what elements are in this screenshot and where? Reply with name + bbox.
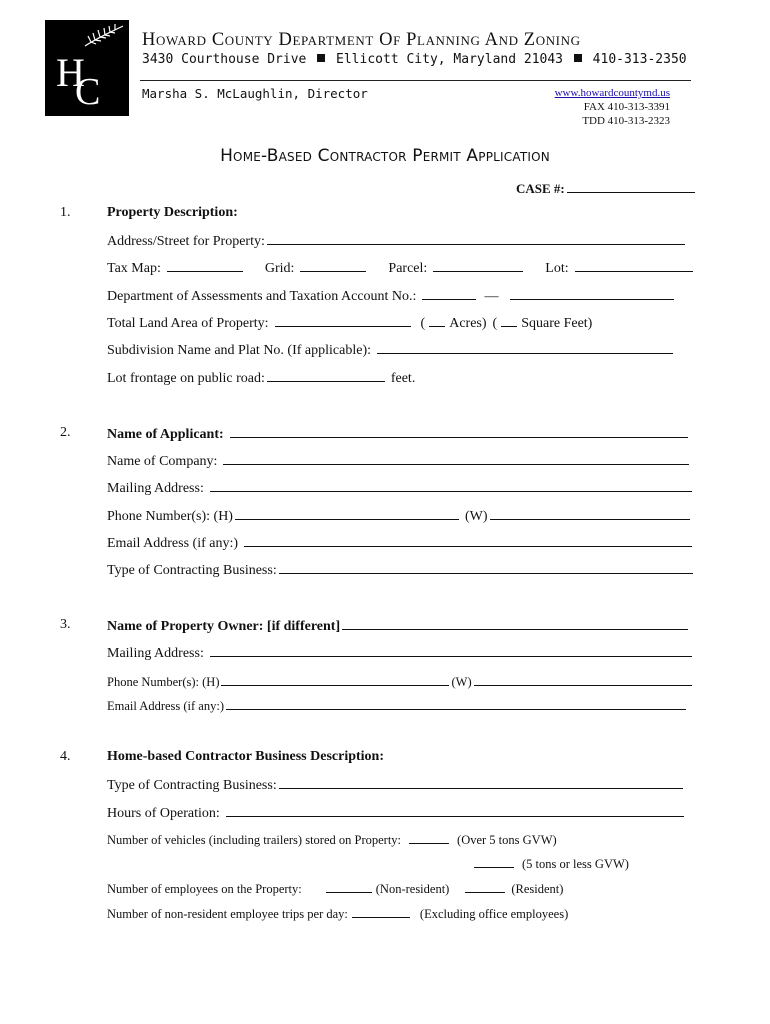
field-label: Number of non-resident employee trips per day: xyxy=(107,907,348,921)
non-resident-employees-field[interactable] xyxy=(326,880,372,893)
case-number-field[interactable] xyxy=(567,180,695,193)
account-field-2[interactable] xyxy=(510,287,674,300)
header-divider xyxy=(140,80,691,81)
county-logo xyxy=(45,20,129,116)
employees-row xyxy=(107,880,563,897)
field-label: (Resident) xyxy=(511,882,564,896)
tax-map-field[interactable] xyxy=(167,259,243,272)
business-type-field[interactable] xyxy=(279,776,683,789)
field-label: Parcel: xyxy=(388,261,428,276)
city-address: Ellicott City, Maryland 21043 xyxy=(336,52,564,67)
land-area-field[interactable] xyxy=(275,314,411,327)
section-heading: Home-based Contractor Business Description: xyxy=(107,749,385,764)
field-label: Email Address (if any:) xyxy=(107,699,224,713)
vehicles-row xyxy=(107,831,557,848)
field-label: Grid: xyxy=(264,261,295,276)
hours-field[interactable] xyxy=(226,804,684,817)
owner-mailing-row xyxy=(107,644,694,662)
tdd-number: TDD 410-313-2323 xyxy=(582,115,670,127)
property-address-row xyxy=(107,232,687,250)
frontage-row xyxy=(107,369,415,387)
section-heading: Name of Applicant: xyxy=(107,427,224,442)
owner-email-field[interactable] xyxy=(226,697,686,710)
square-feet-checkbox[interactable] xyxy=(501,314,517,327)
employee-trips-field[interactable] xyxy=(352,905,410,918)
field-label: (Non-resident) xyxy=(375,882,450,896)
subdivision-row xyxy=(107,341,675,359)
field-label: (W) xyxy=(451,675,472,689)
hours-row xyxy=(107,804,686,822)
section-number: 4. xyxy=(60,749,71,764)
bullet-square-icon xyxy=(317,54,325,62)
svg-text:H: H xyxy=(56,50,85,95)
director-name: Marsha S. McLaughlin, Director xyxy=(142,86,368,101)
field-label: ( xyxy=(420,316,426,331)
vehicles-under-5-tons-field[interactable] xyxy=(474,855,514,868)
owner-phone-row xyxy=(107,673,694,690)
applicant-phone-row xyxy=(107,507,692,525)
trips-row xyxy=(107,905,568,922)
grid-field[interactable] xyxy=(300,259,366,272)
applicant-name-field[interactable] xyxy=(230,425,688,438)
company-field[interactable] xyxy=(223,452,689,465)
company-row xyxy=(107,452,691,470)
field-separator: — xyxy=(484,289,499,304)
section-heading: Name of Property Owner: [if different] xyxy=(107,619,341,634)
applicant-business-type-field[interactable] xyxy=(279,561,693,574)
field-label: Total Land Area of Property: xyxy=(107,316,269,331)
frontage-field[interactable] xyxy=(267,369,385,382)
owner-name-field[interactable] xyxy=(342,617,688,630)
applicant-business-type-row xyxy=(107,561,695,579)
parcel-field[interactable] xyxy=(433,259,523,272)
tax-map-row xyxy=(107,259,695,277)
lot-field[interactable] xyxy=(575,259,693,272)
owner-email-row xyxy=(107,697,688,714)
svg-text:C: C xyxy=(75,71,101,113)
field-label: feet. xyxy=(390,371,416,386)
applicant-home-phone-field[interactable] xyxy=(235,507,459,520)
section-number: 2. xyxy=(60,425,71,440)
section-number: 3. xyxy=(60,617,71,632)
vehicles-over-5-tons-field[interactable] xyxy=(409,831,449,844)
field-label: (Excluding office employees) xyxy=(419,907,569,921)
field-label: Hours of Operation: xyxy=(107,806,220,821)
account-row xyxy=(107,287,676,305)
owner-home-phone-field[interactable] xyxy=(221,673,449,686)
case-label: CASE #: xyxy=(516,181,565,196)
field-label: Type of Contracting Business: xyxy=(107,778,277,793)
field-label: (5 tons or less GVW) xyxy=(522,857,629,871)
applicant-name-row xyxy=(107,425,690,443)
applicant-mailing-field[interactable] xyxy=(210,479,692,492)
contact-block xyxy=(555,86,670,128)
applicant-email-field[interactable] xyxy=(244,534,692,547)
field-label: Lot frontage on public road: xyxy=(107,371,265,386)
field-label: Number of vehicles (including trailers) stored on Property: xyxy=(107,833,402,847)
applicant-work-phone-field[interactable] xyxy=(490,507,690,520)
land-area-row xyxy=(107,314,592,332)
street-address: 3430 Courthouse Drive xyxy=(142,52,307,67)
field-label: Email Address (if any:) xyxy=(107,536,239,551)
page-title: Home-Based Contractor Permit Application xyxy=(220,146,550,166)
website-link[interactable]: www.howardcountymd.us xyxy=(554,87,670,99)
applicant-mailing-row xyxy=(107,479,694,497)
field-label: Phone Number(s): (H) xyxy=(107,509,233,524)
field-label: Type of Contracting Business: xyxy=(107,563,277,578)
field-label: ( xyxy=(492,316,498,331)
field-label: Lot: xyxy=(545,261,569,276)
field-label: Square Feet) xyxy=(521,316,593,331)
field-label: Name of Company: xyxy=(107,454,218,469)
owner-work-phone-field[interactable] xyxy=(474,673,692,686)
resident-employees-field[interactable] xyxy=(465,880,505,893)
acres-checkbox[interactable] xyxy=(429,314,445,327)
owner-mailing-field[interactable] xyxy=(210,644,692,657)
field-label: Phone Number(s): (H) xyxy=(107,675,220,689)
account-field-1[interactable] xyxy=(422,287,476,300)
field-label: (W) xyxy=(464,509,488,524)
field-label: Mailing Address: xyxy=(107,481,204,496)
field-label: Number of employees on the Property: xyxy=(107,882,302,896)
subdivision-field[interactable] xyxy=(377,341,673,354)
vehicles-under-5-row xyxy=(472,855,629,872)
agency-address xyxy=(142,52,687,67)
field-label: Mailing Address: xyxy=(107,646,204,661)
section-heading: Property Description: xyxy=(107,205,238,220)
field-label: Tax Map: xyxy=(107,261,161,276)
field-label: Address/Street for Property: xyxy=(107,234,265,249)
field-label: Acres) xyxy=(449,316,487,331)
field-label: (Over 5 tons GVW) xyxy=(457,833,557,847)
field-label: Subdivision Name and Plat No. (If applicable): xyxy=(107,343,371,358)
business-type-row xyxy=(107,776,685,794)
property-address-field[interactable] xyxy=(267,232,685,245)
case-number-row xyxy=(516,180,697,197)
section-number: 1. xyxy=(60,205,71,220)
fax-number: FAX 410-313-3391 xyxy=(583,101,670,113)
agency-phone: 410-313-2350 xyxy=(592,52,687,67)
bullet-square-icon xyxy=(574,54,582,62)
applicant-email-row xyxy=(107,534,694,552)
agency-name: Howard County Department Of Planning And Zoning xyxy=(142,30,581,50)
field-label: Department of Assessments and Taxation Account No.: xyxy=(107,289,417,304)
owner-name-row xyxy=(107,617,690,635)
